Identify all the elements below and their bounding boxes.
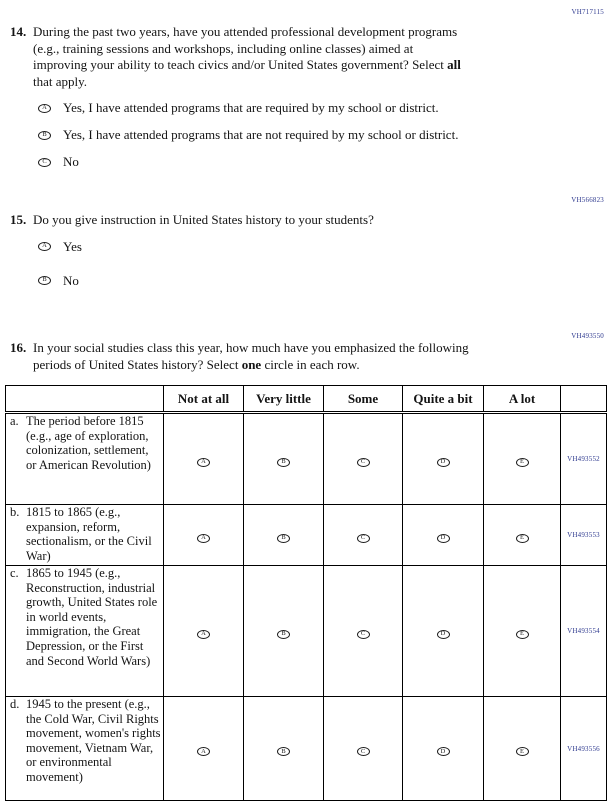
bubble-cell-a-lot: [484, 505, 561, 566]
bubble-cell-not-at-all: [164, 697, 244, 801]
row-label-cell: [6, 505, 164, 566]
response-bubble-c[interactable]: [357, 630, 370, 639]
option-label: Yes, I have attended programs that are not required by my school or district.: [63, 127, 459, 142]
bubble-letter: A: [201, 747, 206, 755]
table-row: [6, 505, 607, 566]
response-bubble-b[interactable]: [277, 747, 290, 756]
question-14: [10, 24, 603, 170]
row-code: VH493556: [561, 697, 607, 801]
question-code-q14: VH717115: [571, 8, 604, 16]
option-label: No: [63, 272, 79, 288]
table-row: [6, 413, 607, 505]
response-bubble-d[interactable]: [437, 747, 450, 756]
question-15-text: [33, 212, 525, 229]
row-letter: a.: [10, 414, 19, 428]
bubble-cell-quite-a-bit: [403, 697, 484, 801]
option-label: No: [63, 154, 79, 169]
question-15-options: [38, 239, 603, 289]
question-14-line1: During the past two years, have you attended professional development programs: [33, 24, 458, 39]
response-bubble-d[interactable]: [437, 630, 450, 639]
bubble-letter: A: [201, 458, 206, 465]
option-row: [38, 127, 603, 143]
question-16-head: [10, 340, 603, 373]
bubble-letter: E: [520, 630, 524, 637]
question-14-line3-text: improving your ability to teach civics and/or United States government? Select: [33, 57, 448, 72]
row-label: 1945 to the present (e.g., the Cold War, Civil Rights movement, women's rights movement, Vietnam War, or environmental movement): [26, 697, 161, 784]
question-15-number: 15.: [10, 212, 27, 227]
bubble-letter: E: [520, 534, 524, 541]
question-code-q15: VH566823: [571, 196, 604, 204]
bubble-letter: B: [281, 747, 286, 755]
response-bubble-a[interactable]: [197, 747, 210, 756]
bubble-letter: B: [281, 458, 286, 465]
bubble-cell-not-at-all: [164, 505, 244, 566]
bubble-cell-not-at-all: [164, 566, 244, 697]
table-header-row: [6, 386, 607, 413]
bubble-cell-very-little: [244, 505, 324, 566]
response-bubble-c[interactable]: [357, 458, 370, 467]
bubble-letter: D: [440, 458, 446, 465]
bubble-letter: D: [440, 630, 446, 637]
question-14-line2: (e.g., training sessions and workshops, including online classes) aimed at: [33, 40, 414, 56]
bubble-letter: B: [42, 276, 47, 284]
question-14-number: 14.: [10, 24, 27, 39]
bubble-cell-a-lot: [484, 697, 561, 801]
question-16-line1: In your social studies class this year, how much have you emphasized the following: [33, 340, 469, 355]
bubble-letter: A: [42, 103, 47, 111]
row-label: The period before 1815 (e.g., age of exploration, colonization, settlement, or American Revolution): [26, 414, 151, 472]
question-14-text: [33, 24, 525, 90]
emphasis-matrix-table: [5, 385, 607, 801]
option-label: Yes: [63, 238, 82, 254]
bubble-letter: A: [42, 242, 47, 250]
response-bubble-b[interactable]: [277, 458, 290, 467]
header-quite-a-bit: Quite a bit: [403, 386, 484, 413]
row-label-cell: [6, 697, 164, 801]
option-row: [38, 239, 603, 255]
bubble-letter: B: [281, 630, 286, 637]
question-16-number: 16.: [10, 340, 27, 355]
question-14-head: [10, 24, 603, 90]
header-a-lot: A lot: [484, 386, 561, 413]
bubble-cell-some: [324, 505, 403, 566]
question-16-bold-word: one: [241, 356, 262, 372]
question-15-head: [10, 212, 603, 229]
row-code: VH493552: [561, 413, 607, 505]
response-bubble-c[interactable]: [38, 158, 51, 167]
bubble-cell-not-at-all: [164, 413, 244, 505]
row-code: VH493554: [561, 566, 607, 697]
bubble-letter: C: [360, 458, 366, 465]
response-bubble-b[interactable]: [277, 630, 290, 639]
bubble-cell-some: [324, 697, 403, 801]
row-letter: c.: [10, 566, 19, 580]
header-very-little: Very little: [244, 386, 324, 413]
response-bubble-d[interactable]: [437, 458, 450, 467]
row-label-cell: [6, 566, 164, 697]
question-16: [10, 340, 603, 373]
question-14-line4: that apply.: [33, 73, 88, 89]
response-bubble-a[interactable]: [38, 104, 51, 113]
bubble-cell-very-little: [244, 566, 324, 697]
table-row: [6, 697, 607, 801]
row-label-cell: [6, 413, 164, 505]
bubble-letter: C: [360, 630, 366, 637]
bubble-cell-quite-a-bit: [403, 413, 484, 505]
bubble-cell-some: [324, 413, 403, 505]
row-label: 1815 to 1865 (e.g., expansion, reform, sectionalism, or the Civil War): [26, 505, 152, 563]
response-bubble-b[interactable]: [38, 276, 51, 285]
response-bubble-d[interactable]: [437, 534, 450, 543]
bubble-cell-very-little: [244, 413, 324, 505]
response-bubble-e[interactable]: [516, 630, 529, 639]
table-row: [6, 566, 607, 697]
header-not-at-all: Not at all: [164, 386, 244, 413]
row-code: VH493553: [561, 505, 607, 566]
bubble-letter: C: [360, 747, 366, 755]
question-14-options: [38, 100, 603, 170]
response-bubble-e[interactable]: [516, 747, 529, 756]
bubble-letter: C: [360, 534, 366, 541]
bubble-letter: E: [520, 747, 524, 755]
question-16-text: [33, 340, 525, 373]
bubble-letter: D: [440, 534, 446, 541]
bubble-cell-very-little: [244, 697, 324, 801]
bubble-letter: A: [201, 630, 206, 637]
bubble-cell-a-lot: [484, 413, 561, 505]
option-row: [38, 273, 603, 289]
question-14-line3: [33, 57, 525, 74]
question-16-line2-text: periods of United States history? Select: [33, 356, 242, 372]
bubble-cell-a-lot: [484, 566, 561, 697]
response-bubble-e[interactable]: [516, 534, 529, 543]
question-14-bold-word: all: [447, 57, 461, 72]
bubble-letter: E: [520, 458, 524, 465]
row-letter: d.: [10, 697, 20, 711]
header-empty: [6, 386, 164, 413]
bubble-letter: C: [42, 157, 47, 165]
header-code-empty: [561, 386, 607, 413]
response-bubble-c[interactable]: [357, 534, 370, 543]
option-row: [38, 154, 603, 170]
question-16-line2: [33, 357, 525, 374]
header-some: Some: [324, 386, 403, 413]
bubble-cell-quite-a-bit: [403, 566, 484, 697]
response-bubble-b[interactable]: [38, 131, 51, 140]
bubble-letter: A: [201, 534, 206, 541]
option-row: [38, 100, 603, 116]
bubble-cell-quite-a-bit: [403, 505, 484, 566]
response-bubble-e[interactable]: [516, 458, 529, 467]
option-label: Yes, I have attended programs that are required by my school or district.: [63, 100, 439, 115]
bubble-letter: B: [42, 130, 47, 138]
question-code-q16: VH493550: [571, 332, 604, 340]
response-bubble-b[interactable]: [277, 534, 290, 543]
question-16-line2-post: circle in each row.: [261, 356, 360, 372]
question-15-line1: Do you give instruction in United States history to your students?: [33, 212, 374, 227]
bubble-letter: D: [440, 747, 446, 755]
bubble-letter: B: [281, 534, 286, 541]
response-bubble-a[interactable]: [197, 458, 210, 467]
row-label: 1865 to 1945 (e.g., Reconstruction, industrial growth, United States role in world events, immigration, the Great Depression, or the First and Second World Wars): [26, 566, 158, 668]
response-bubble-a[interactable]: [197, 534, 210, 543]
response-bubble-a[interactable]: [197, 630, 210, 639]
response-bubble-a[interactable]: [38, 242, 51, 251]
question-15: [10, 212, 603, 289]
bubble-cell-some: [324, 566, 403, 697]
row-letter: b.: [10, 505, 20, 519]
response-bubble-c[interactable]: [357, 747, 370, 756]
